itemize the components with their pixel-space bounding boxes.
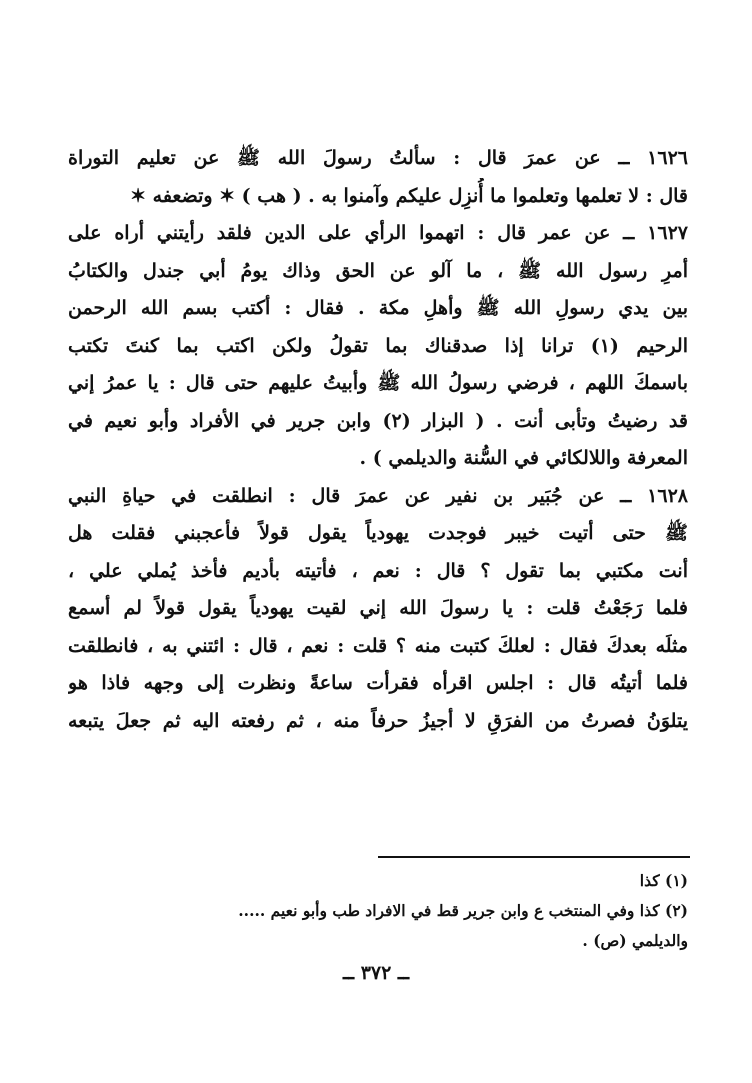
page-number: ــ ٣٧٢ ــ — [342, 962, 410, 984]
main-text — [68, 140, 688, 740]
text-line: أنت مكتبي بما تقول ؟ قال : نعم ، فأتيته بأديم فأخذ يُملي علي ، — [68, 559, 688, 582]
text-line: ١٦٢٦ ــ عن عمرَ قال : سألتُ رسولَ الله ﷺ عن تعليم التوراة — [68, 147, 688, 169]
footnote: (٢) كذا وفي المنتخب ع وابن جرير قط في الافراد طب وأبو نعيم ..... — [238, 901, 688, 920]
text-line: فلما أتيتُه قال : اجلس اقرأه فقرأت ساعةً ونظرت إلى وجهه فاذا هو — [68, 672, 688, 694]
text-line: المعرفة واللالكائي في السُّنة والديلمي ) . — [359, 447, 688, 469]
text-line: يتلوَنُ فصرتُ من الفرَقِ لا أجيزُ حرفاً منه ، ثم رفعته اليه ثم جعلَ يتبعه — [68, 709, 688, 732]
footnote-divider — [378, 856, 690, 858]
text-line: ١٦٢٨ ــ عن جُبَير بن نفير عن عمرَ قال : انطلقت في حياةِ النبي — [68, 484, 688, 507]
text-line: أمرِ رسول الله ﷺ ، ما آلو عن الحق وذاك يومُ أبي جندل والكتابُ — [68, 259, 688, 282]
text-line: قال : لا تعلمها وتعلموا ما أُنزِل عليكم وآمنوا به . ( هب ) ✶ وتضعفه ✶ — [130, 184, 688, 207]
text-line: الرحيم (١) ترانا إذا صدقناك بما تقولُ ولكن اكتب بما كنتَ تكتب — [68, 334, 688, 357]
hadith-1627 — [68, 215, 688, 478]
text-line: بين يدي رسولِ الله ﷺ وأهلِ مكة . فقال : أكتب بسم الله الرحمن — [68, 297, 688, 319]
text-line: قد رضيتُ وتأبى أنت . ( البزار (٢) وابن جرير في الأفراد وأبو نعيم في — [68, 409, 688, 432]
hadith-1628 — [68, 478, 688, 741]
footnote: (١) كذا — [639, 871, 688, 890]
text-line: مثلَه بعدكَ فقال : لعلكَ كتبت منه ؟ قلت : نعم ، قال : ائتني به ، فانطلقت — [68, 634, 688, 657]
hadith-1626 — [68, 140, 688, 215]
text-line: ﷺ حتى أتيت خيبر فوجدت يهودياً يقول قولاً فأعجبني فقلت هل — [68, 522, 688, 544]
text-line: فلما رَجَعْتُ قلت : يا رسولَ الله إني لقيت يهودياً يقول قولاً لم أسمع — [68, 597, 688, 619]
text-line: باسمكَ اللهم ، فرضي رسولُ الله ﷺ وأبيتُ عليهم حتى قال : يا عمرُ إني — [68, 372, 688, 394]
footnotes — [68, 866, 688, 956]
text-line: ١٦٢٧ ــ عن عمر قال : اتهموا الرأي على الدين فلقد رأيتني أراه على — [68, 222, 688, 244]
footnote: والديلمي (ص) . — [582, 931, 688, 950]
